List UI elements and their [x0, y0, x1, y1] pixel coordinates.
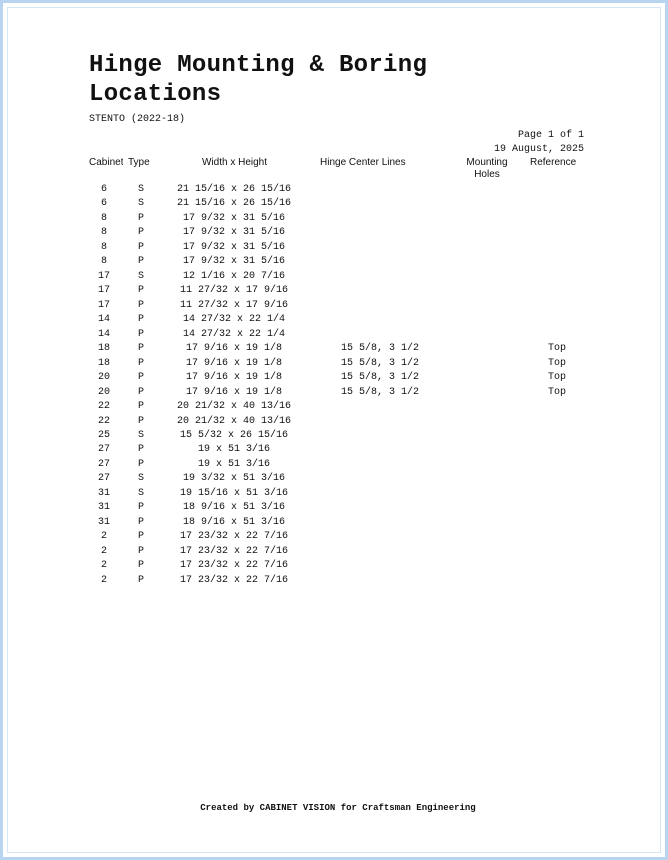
type-cell: P [137, 560, 144, 572]
cabinet-cell: 17 [97, 270, 110, 282]
table-row [0, 212, 668, 226]
table-row [0, 545, 668, 559]
table-row [0, 299, 668, 313]
size-cell: 17 23/32 x 22 7/16 [179, 531, 289, 543]
column-header-mounting-holes: Mounting Holes [466, 157, 508, 180]
size-cell: 17 23/32 x 22 7/16 [179, 545, 289, 557]
cabinet-cell: 18 [97, 357, 110, 369]
cabinet-cell: 8 [100, 256, 107, 268]
type-cell: P [137, 256, 144, 268]
type-cell: P [137, 415, 144, 427]
hinge-center-lines-cell: 15 5/8, 3 1/2 [340, 386, 419, 398]
size-cell: 19 x 51 3/16 [197, 458, 270, 470]
size-cell: 17 9/32 x 31 5/16 [182, 241, 286, 253]
reference-cell: Top [547, 386, 566, 398]
table-row [0, 357, 668, 371]
type-cell: P [137, 458, 144, 470]
size-cell: 17 23/32 x 22 7/16 [179, 574, 289, 586]
table-row [0, 226, 668, 240]
table-row [0, 255, 668, 269]
table-row [0, 313, 668, 327]
cabinet-cell: 8 [100, 212, 107, 224]
type-cell: P [137, 516, 144, 528]
size-cell: 17 9/16 x 19 1/8 [185, 357, 282, 369]
table-row [0, 516, 668, 530]
cabinet-cell: 2 [100, 545, 107, 557]
column-header-size: Width x Height [201, 157, 268, 168]
type-cell: P [137, 386, 144, 398]
type-cell: P [137, 444, 144, 456]
cabinet-cell: 2 [100, 560, 107, 572]
table-row [0, 458, 668, 472]
cabinet-cell: 14 [97, 314, 110, 326]
size-cell: 14 27/32 x 22 1/4 [182, 314, 286, 326]
type-cell: P [137, 372, 144, 384]
type-cell: P [137, 574, 144, 586]
cabinet-cell: 20 [97, 372, 110, 384]
size-cell: 19 3/32 x 51 3/16 [182, 473, 286, 485]
type-cell: P [137, 299, 144, 311]
reference-cell: Top [547, 357, 566, 369]
table-row [0, 429, 668, 443]
size-cell: 11 27/32 x 17 9/16 [179, 299, 289, 311]
column-header-type: Type [128, 157, 150, 168]
table-row [0, 270, 668, 284]
type-cell: P [137, 545, 144, 557]
cabinet-cell: 6 [100, 184, 107, 195]
table-row [0, 443, 668, 457]
table-row [0, 371, 668, 385]
type-cell: S [137, 473, 144, 485]
reference-cell: Top [547, 372, 566, 384]
size-cell: 18 9/16 x 51 3/16 [182, 516, 286, 528]
cabinet-cell: 22 [97, 401, 110, 413]
column-header-reference: Reference [530, 157, 577, 168]
table-row [0, 574, 668, 588]
table-row [0, 530, 668, 544]
type-cell: S [137, 270, 144, 282]
cabinet-cell: 27 [97, 458, 110, 470]
page-number: Page 1 of 1 [517, 130, 584, 141]
size-cell: 17 9/32 x 31 5/16 [182, 256, 286, 268]
type-cell: S [137, 487, 144, 499]
type-cell: P [137, 328, 144, 340]
table-row [0, 342, 668, 356]
hinge-center-lines-cell: 15 5/8, 3 1/2 [340, 343, 419, 355]
type-cell: P [137, 285, 144, 297]
cabinet-cell: 25 [97, 429, 110, 441]
size-cell: 19 x 51 3/16 [197, 444, 270, 456]
size-cell: 17 9/32 x 31 5/16 [182, 212, 286, 224]
reference-cell: Top [547, 343, 566, 355]
table-row [0, 400, 668, 414]
table-row [0, 501, 668, 515]
size-cell: 20 21/32 x 40 13/16 [176, 401, 292, 413]
cabinet-cell: 27 [97, 473, 110, 485]
size-cell: 15 5/32 x 26 15/16 [179, 429, 289, 441]
size-cell: 17 9/32 x 31 5/16 [182, 227, 286, 239]
job-name: STENTO (2022-18) [89, 114, 186, 125]
size-cell: 14 27/32 x 22 1/4 [182, 328, 286, 340]
table-row [0, 197, 668, 211]
cabinet-cell: 14 [97, 328, 110, 340]
type-cell: P [137, 227, 144, 239]
size-cell: 21 15/16 x 26 15/16 [176, 184, 292, 195]
report-title: Hinge Mounting & Boring Locations [89, 52, 428, 108]
cabinet-cell: 2 [100, 531, 107, 543]
page-info [494, 129, 584, 157]
report-footer: Created by CABINET VISION for Craftsman Engineering [200, 803, 476, 813]
cabinet-cell: 8 [100, 227, 107, 239]
size-cell: 18 9/16 x 51 3/16 [182, 502, 286, 514]
cabinet-cell: 2 [100, 574, 107, 586]
type-cell: P [137, 502, 144, 514]
size-cell: 17 9/16 x 19 1/8 [185, 372, 282, 384]
type-cell: S [137, 429, 144, 441]
table-row [0, 415, 668, 429]
table-header [0, 157, 668, 183]
cabinet-cell: 31 [97, 502, 110, 514]
size-cell: 17 9/16 x 19 1/8 [185, 386, 282, 398]
table-row [0, 559, 668, 573]
table-row [0, 386, 668, 400]
type-cell: P [137, 241, 144, 253]
table-row [0, 284, 668, 298]
hinge-center-lines-cell: 15 5/8, 3 1/2 [340, 357, 419, 369]
type-cell: P [137, 401, 144, 413]
type-cell: P [137, 357, 144, 369]
cabinet-cell: 27 [97, 444, 110, 456]
type-cell: P [137, 531, 144, 543]
size-cell: 19 15/16 x 51 3/16 [179, 487, 289, 499]
cabinet-cell: 20 [97, 386, 110, 398]
size-cell: 11 27/32 x 17 9/16 [179, 285, 289, 297]
table-body [0, 183, 668, 588]
size-cell: 20 21/32 x 40 13/16 [176, 415, 292, 427]
table-row [0, 241, 668, 255]
type-cell: S [137, 184, 144, 195]
column-header-cabinet: Cabinet [89, 157, 123, 168]
table-row [0, 487, 668, 501]
cabinet-cell: 17 [97, 299, 110, 311]
table-row [0, 328, 668, 342]
size-cell: 21 15/16 x 26 15/16 [176, 198, 292, 210]
cabinet-cell: 18 [97, 343, 110, 355]
size-cell: 12 1/16 x 20 7/16 [182, 270, 286, 282]
cabinet-cell: 6 [100, 198, 107, 210]
type-cell: S [137, 198, 144, 210]
hinge-center-lines-cell: 15 5/8, 3 1/2 [340, 372, 419, 384]
cabinet-cell: 17 [97, 285, 110, 297]
table-row [0, 472, 668, 486]
type-cell: P [137, 314, 144, 326]
type-cell: P [137, 212, 144, 224]
size-cell: 17 9/16 x 19 1/8 [185, 343, 282, 355]
cabinet-cell: 31 [97, 487, 110, 499]
type-cell: P [137, 343, 144, 355]
table-row [0, 183, 668, 197]
cabinet-cell: 22 [97, 415, 110, 427]
column-header-hinge-center-lines: Hinge Center Lines [320, 157, 406, 168]
size-cell: 17 23/32 x 22 7/16 [179, 560, 289, 572]
cabinet-cell: 31 [97, 516, 110, 528]
report-date: 19 August, 2025 [493, 144, 584, 155]
cabinet-cell: 8 [100, 241, 107, 253]
